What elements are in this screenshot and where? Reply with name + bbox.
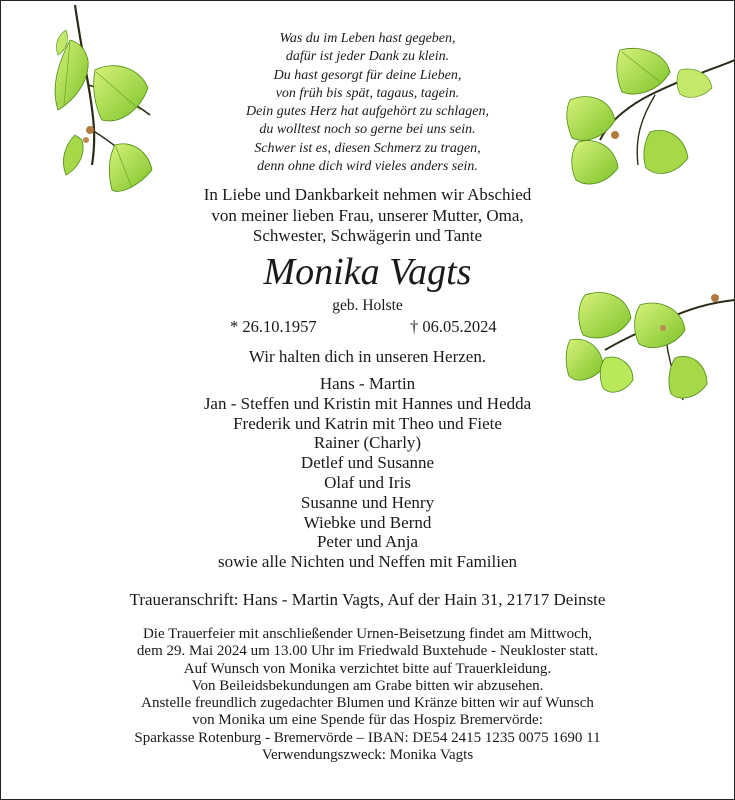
funeral-notes (0, 626, 735, 764)
family-member: Detlef und Susanne (300, 453, 435, 473)
note-line: Verwendungszweck: Monika Vagts (261, 747, 474, 764)
poem-line: Was du im Leben hast gegeben, (279, 31, 456, 46)
note-line: Die Trauerfeier mit anschließender Urnen-Beisetzung findet am Mittwoch, (142, 626, 593, 642)
note-line: von Monika um eine Spende für das Hospiz Bremervörde: (192, 712, 543, 729)
death-date: † 06.05.2024 (410, 317, 497, 336)
intro-line: von meiner lieben Frau, unserer Mutter, Oma, (211, 205, 524, 225)
family-member: Peter und Anja (316, 532, 419, 552)
poem-line: Schwer ist es, diesen Schmerz zu tragen, (254, 140, 481, 156)
poem-line: du wolltest noch so gerne bei uns sein. (259, 122, 476, 138)
family-list (0, 374, 735, 572)
family-member: Susanne und Henry (300, 492, 435, 512)
intro-line: Schwester, Schwägerin und Tante (252, 226, 483, 245)
note-line: Sparkasse Rotenburg - Bremervörde – IBAN: DE54 2415 1235 0075 1690 11 (134, 729, 601, 746)
family-member: Wiebke und Bernd (303, 512, 432, 532)
family-member: Olaf und Iris (324, 472, 411, 492)
note-line: Von Beileidsbekundungen am Grabe bitten wir abzusehen. (191, 677, 544, 694)
family-member: Rainer (Charly) (313, 433, 422, 453)
poem (0, 30, 735, 176)
note-line: Anstelle freundlich zugedachter Blumen und Kränze bitten wir auf Wunsch (141, 695, 594, 712)
intro-line: In Liebe und Dankbarkeit nehmen wir Abschied (203, 185, 532, 204)
deceased-name: Monika Vagts (263, 251, 472, 293)
poem-line: Dein gutes Herz hat aufgehört zu schlagen, (245, 104, 490, 120)
birth-date: * 26.10.1957 (230, 317, 317, 336)
poem-line: dafür ist jeder Dank zu klein. (285, 49, 450, 65)
poem-line: Du hast gesorgt für deine Lieben, (273, 67, 462, 83)
family-member: Jan - Steffen und Kristin mit Hannes und Hedda (203, 393, 532, 413)
family-member: Frederik und Katrin mit Theo und Fiete (233, 413, 502, 433)
note-line: Auf Wunsch von Monika verzichtet bitte auf Trauerkleidung. (183, 660, 552, 677)
mourning-address: Traueranschrift: Hans - Martin Vagts, Auf der Hain 31, 21717 Deinste (129, 590, 606, 609)
heart-line: Wir halten dich in unseren Herzen. (248, 347, 487, 366)
birth-name: geb. Holste (332, 297, 403, 314)
family-member: Hans - Martin (319, 374, 416, 393)
family-member: sowie alle Nichten und Neffen mit Familien (217, 552, 517, 572)
poem-line: von früh bis spät, tagaus, tagein. (275, 85, 460, 101)
farewell-intro (0, 185, 735, 247)
note-line: dem 29. Mai 2024 um 13.00 Uhr im Friedwald Buxtehude - Neukloster statt. (136, 643, 599, 660)
poem-line: denn ohne dich wird vieles anders sein. (257, 159, 478, 175)
